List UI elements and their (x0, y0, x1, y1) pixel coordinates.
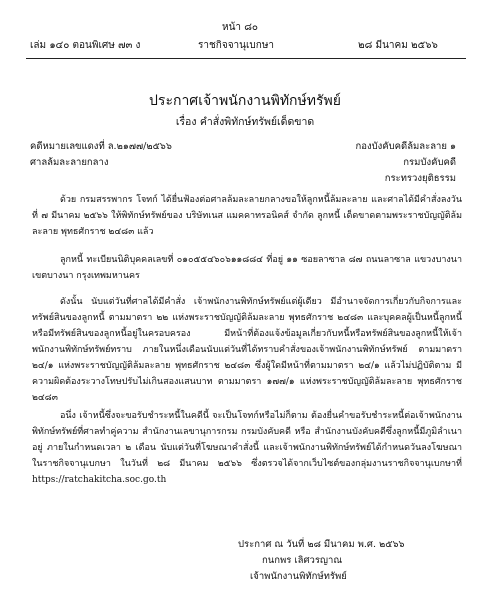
body-paragraph-3 (32, 294, 462, 406)
ministry-name: กระทรวงยุติธรรม (384, 173, 456, 184)
paragraph-text: ดังนั้น นับแต่วันที่ศาลได้มีคำสั่ง เจ้าพนักงานพิทักษ์ทรัพย์แต่ผู้เดียว มีอำนาจจัดการเกี่ยวกับกิจการและทรัพย์สินของลูกหนี้ ตามมาตรา ๒๒ แห่งพระราชบัญญัติล้มละลาย พุทธศักราช ๒๔๘๓ และบุคคลผู้เป็นหนี้ลูกหนี้หรือมีทรัพย์สินของลูกหนี้อยู่ในครอบครอง มีหน้าที่ต้องแจ้งข้อมูลเกี่ยวกับหนี้หรือทรัพย์สินของลูกหนี้ให้เจ้าพนักงานพิทักษ์ทรัพย์ทราบ ภายในหนึ่งเดือนนับแต่วันที่ได้ทราบคำสั่งของเจ้าพนักงานพิทักษ์ทรัพย์ ตามมาตรา ๒๔/๑ แห่งพระราชบัญญัติล้มละลาย พุทธศักราช ๒๔๘๓ ซึ่งผู้ใดมีหน้าที่ตามมาตรา ๒๔/๑ แล้วไม่ปฏิบัติตาม มีความผิดต้องระวางโทษปรับไม่เกินสองแสนบาท ตามมาตรา ๑๗๗/๑ แห่งพระราชบัญญัติล้มละลาย พุทธศักราช ๒๔๘๓ (32, 297, 462, 403)
page-number: หน้า ๘๐ (222, 22, 259, 33)
division-name: กองบังคับคดีล้มละลาย ๑ (355, 141, 456, 152)
signatory-name: กนกพร เลิศวรญาณ (262, 555, 343, 566)
header-divider (26, 58, 466, 59)
court-name: ศาลล้มละลายกลาง (30, 157, 109, 168)
body-paragraph-1 (32, 192, 462, 240)
announcement-date: ประกาศ ณ วันที่ ๒๘ มีนาคม พ.ศ. ๒๕๖๖ (238, 539, 405, 550)
announcement-subject: เรื่อง คำสั่งพิทักษ์ทรัพย์เด็ดขาด (175, 116, 315, 128)
paragraph-text: ด้วย กรมสรรพากร โจทก์ ได้ยื่นฟ้องต่อศาลล้มละลายกลางขอให้ลูกหนี้ล้มละลาย และศาลได้มีคำสั่งลงวันที่ ๗ มีนาคม ๒๕๖๖ ให้พิทักษ์ทรัพย์ของ บริษัทเนส แมคคาทรอนิคส์ จำกัด ลูกหนี้ เด็ดขาดตามพระราชบัญญัติล้มละลาย พุทธศักราช ๒๔๘๓ แล้ว (32, 195, 462, 237)
gazette-name: ราชกิจจานุเบกษา (198, 40, 275, 51)
body-paragraph-2 (32, 252, 462, 284)
signatory-position: เจ้าพนักงานพิทักษ์ทรัพย์ (250, 571, 347, 582)
paragraph-text: อนึ่ง เจ้าหนี้ซึ่งจะขอรับชำระหนี้ในคดีนี้ จะเป็นโจทก์หรือไม่ก็ตาม ต้องยื่นคำขอรับชำระหนี้ต่อเจ้าพนักงานพิทักษ์ทรัพย์ที่ศาลทำคู่ความ สำนักงานเลขานุการกรม กรมบังคับคดี หรือ สำนักงานบังคับคดีซึ่งลูกหนี้มีภูมิลำเนาอยู่ ภายในกำหนดเวลา ๒ เดือน นับแต่วันที่โฆษณาคำสั่งนี้ และเจ้าพนักงานพิทักษ์ทรัพย์ได้กำหนดวันลงโฆษณาในราชกิจจานุเบกษา ในวันที่ ๒๘ มีนาคม ๒๕๖๖ ซึ่งตรวจได้จากเว็บไซต์ของกลุ่มงานราชกิจจานุเบกษาที่ https://ratchakitcha.soc.go.th (32, 411, 462, 485)
department-name: กรมบังคับคดี (403, 157, 456, 168)
body-paragraph-4 (32, 408, 462, 488)
publication-date: ๒๘ มีนาคม ๒๕๖๖ (358, 40, 438, 51)
volume-info: เล่ม ๑๔๐ ตอนพิเศษ ๗๓ ง (30, 40, 141, 51)
announcement-title: ประกาศเจ้าพนักงานพิทักษ์ทรัพย์ (149, 93, 341, 109)
case-number: คดีหมายเลขแดงที่ ล.๒๑๗๗/๒๕๖๖ (30, 141, 172, 152)
paragraph-text: ลูกหนี้ ทะเบียนนิติบุคคลเลขที่ ๐๑๐๕๕๔๖๐๖๑๑๘๘๔ ที่อยู่ ๑๑ ซอยลาซาล ๘๗ ถนนลาซาล แขวงบางนา เขตบางนา กรุงเทพมหานคร (32, 255, 462, 281)
